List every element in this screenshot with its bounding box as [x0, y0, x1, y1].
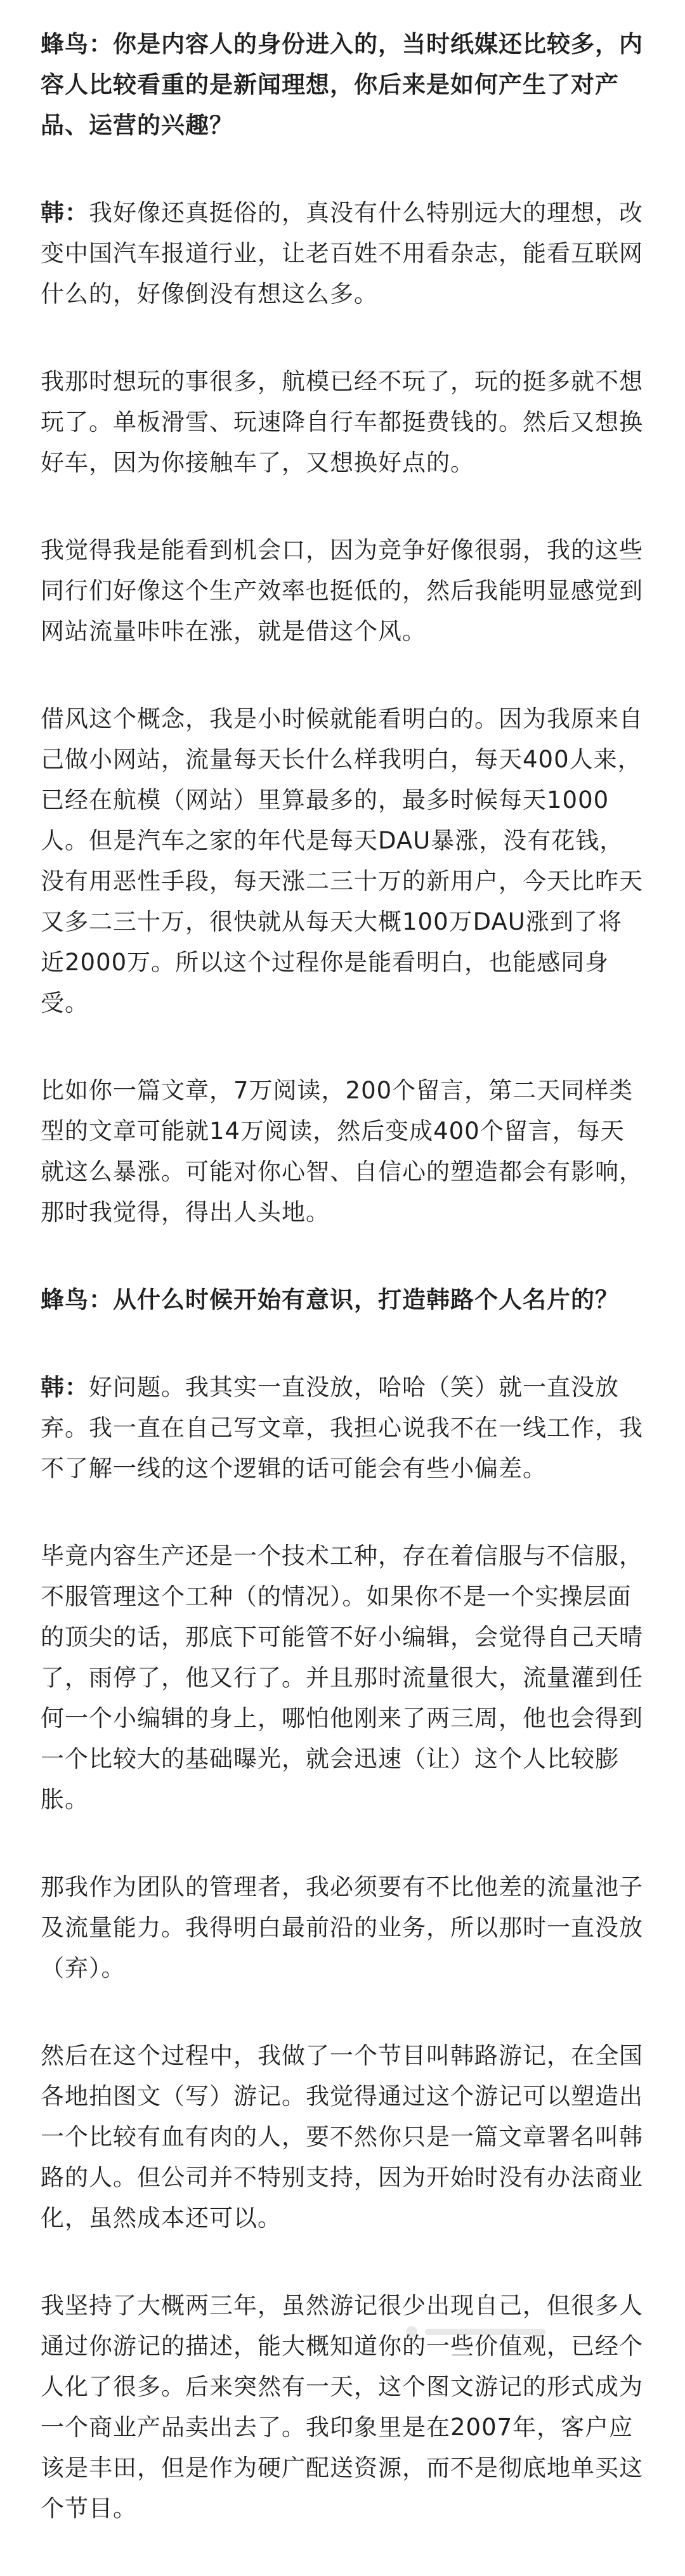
paragraph-text: 好问题。我其实一直没放，哈哈（笑）就一直没放弃。我一直在自己写文章，我担心说我不在一线工作，我不了解一线的这个逻辑的话可能会有些小偏差。 [41, 1374, 643, 1482]
paragraph-text: 我坚持了大概两三年，虽然游记很少出现自己，但很多人通过你游记的描述，能大概知道你的一些价值观，已经个人化了很多。后来突然有一天，这个图文游记的形式成为一个商业产品卖出去了。我印象里是在2007年，客户应该是丰田，但是作为硬广配送资源，而不是彻底地单买这个节目。 [41, 2292, 643, 2522]
watermark-logo-icon [406, 2326, 417, 2338]
speaker-label: 韩： [41, 199, 89, 226]
speaker-label: 蜂鸟： [41, 30, 113, 58]
interview-answer [41, 1070, 644, 1233]
paragraph-text: 借风这个概念，我是小时候就能看明白的。因为我原来自己做小网站，流量每天长什么样我明白，每天400人来，已经在航模（网站）里算最多的，最多时候每天1000人。但是汽车之家的年代是每天DAU暴涨，没有花钱，没有用恶性手段，每天涨二三十万的新用户，今天比昨天又多二三十万，很快就从每天大概100万DAU涨到了将近2000万。所以这个过程你是能看明白，也能感同身受。 [41, 705, 643, 1017]
interview-answer [41, 1536, 644, 1820]
interview-answer [41, 361, 644, 483]
paragraph-text: 毕竟内容生产还是一个技术工种，存在着信服与不信服，不服管理这个工种（的情况）。如果你不是一个实操层面的顶尖的话，那底下可能管不好小编辑，会觉得自己天晴了，雨停了，他又行了。并且那时流量很大，流量灌到任何一个小编辑的身上，哪怕他刚来了两三周，他也会得到一个比较大的基础曝光，就会迅速（让）这个人比较膨胀。 [41, 1542, 643, 1813]
interview-question [41, 24, 644, 146]
paragraph-text: 我那时想玩的事很多，航模已经不玩了，玩的挺多就不想玩了。单板滑雪、玩速降自行车都挺费钱的。然后又想换好车，因为你接触车了，又想换好点的。 [41, 368, 643, 476]
interview-answer [41, 1367, 644, 1489]
watermark-text-bar [425, 2329, 545, 2335]
speaker-label: 蜂鸟： [41, 1286, 113, 1313]
paragraph-text: 从什么时候开始有意识，打造韩路个人名片的？ [113, 1286, 619, 1313]
speaker-label: 韩： [41, 1374, 89, 1401]
interview-answer [41, 530, 644, 652]
paragraph-text: 我好像还真挺俗的，真没有什么特别远大的理想，改变中国汽车报道行业，让老百姓不用看杂志，能看互联网什么的，好像倒没有想这么多。 [41, 199, 643, 308]
paragraph-text: 那我作为团队的管理者，我必须要有不比他差的流量池子及流量能力。我得明白最前沿的业务，所以那时一直没放（弃）。 [41, 1873, 643, 1982]
interview-answer [41, 2286, 644, 2529]
interview-question [41, 1280, 644, 1320]
interview-answer [41, 1867, 644, 1989]
interview-answer [41, 699, 644, 1024]
paragraph-text: 我觉得我是能看到机会口，因为竞争好像很弱，我的这些同行们好像这个生产效率也挺低的，然后我能明显感觉到网站流量咔咔在涨，就是借这个风。 [41, 537, 643, 645]
watermark [406, 2326, 571, 2338]
interview-answer [41, 2036, 644, 2239]
paragraph-text: 你是内容人的身份进入的，当时纸媒还比较多，内容人比较看重的是新闻理想，你后来是如何产生了对产品、运营的兴趣？ [41, 30, 643, 139]
interview-answer [41, 193, 644, 315]
paragraph-text: 然后在这个过程中，我做了一个节目叫韩路游记，在全国各地拍图文（写）游记。我觉得通过这个游记可以塑造出一个比较有血有肉的人，要不然你只是一篇文章署名叫韩路的人。但公司并不特别支持，因为开始时没有办法商业化，虽然成本还可以。 [41, 2042, 643, 2232]
paragraph-text: 比如你一篇文章，7万阅读，200个留言，第二天同样类型的文章可能就14万阅读，然后变成400个留言，每天就这么暴涨。可能对你心智、自信心的塑造都会有影响，那时我觉得，得出人头地。 [41, 1077, 643, 1226]
